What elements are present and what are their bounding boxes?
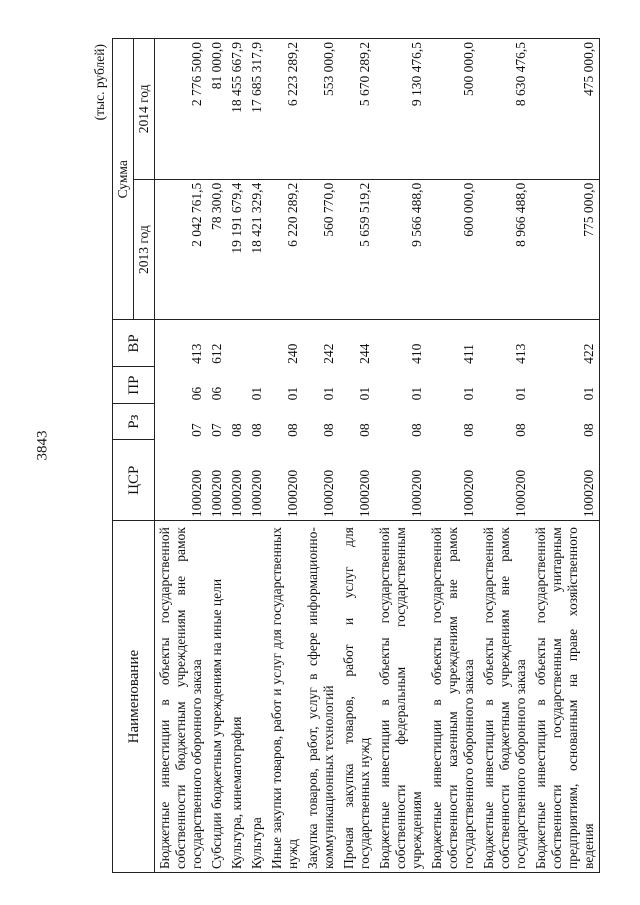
row-pr: 06 [209, 386, 224, 401]
row-csr: 1000200 [339, 440, 375, 521]
row-vr: 240 [285, 343, 300, 364]
row-pr: 01 [321, 386, 336, 401]
header-pr: ПР [113, 367, 155, 403]
row-rz: 08 [531, 403, 600, 439]
row-rz: 07 [189, 423, 204, 437]
row-name: Бюджетные инвестиции в объекты государственной собственности государственным унитарным предприятиям, основанным на праве хозяйственного ведения [531, 521, 600, 873]
budget-table [112, 38, 600, 873]
row-csr: 1000200 [227, 440, 247, 521]
row-rz: 08 [357, 423, 372, 437]
row-csr: 1000200 [155, 440, 208, 521]
table-row [479, 39, 531, 873]
table-row [339, 39, 375, 873]
table-row [207, 39, 227, 873]
row-rz: 08 [513, 423, 528, 437]
row-rz: 07 [209, 423, 224, 437]
row-rz: 08 [321, 423, 336, 437]
row-vr: 242 [321, 343, 336, 364]
table-row [227, 39, 247, 873]
table-row [375, 39, 427, 873]
header-name: Наименование [113, 521, 155, 873]
rotated-table-area [90, 38, 596, 873]
row-name: Культура [247, 521, 267, 873]
row-name: Бюджетные инвестиции в объекты государственной собственности казенным учреждениям вне рамок государственного оборонного заказа [427, 521, 479, 873]
row-amount-2014: 553 000,0 [303, 39, 339, 180]
row-vr: 244 [357, 343, 372, 364]
row-amount-2014: 5 670 289,2 [339, 39, 375, 180]
row-vr: 411 [461, 344, 476, 364]
row-pr: 01 [357, 386, 372, 401]
row-name: Прочая закупка товаров, работ и услуг для государственных нужд [339, 521, 375, 873]
row-amount-2013: 18 421 329,4 [247, 179, 267, 320]
row-csr: 1000200 [267, 440, 303, 521]
row-amount-2013: 6 220 289,2 [267, 179, 303, 320]
table-row [427, 39, 479, 873]
row-csr: 1000200 [247, 440, 267, 521]
row-pr: 01 [461, 386, 476, 401]
row-vr [227, 320, 247, 367]
row-amount-2013: 9 566 488,0 [375, 179, 427, 320]
row-csr: 1000200 [427, 440, 479, 521]
row-rz: 08 [249, 423, 264, 437]
row-csr: 1000200 [375, 440, 427, 521]
header-vr: ВР [113, 320, 155, 367]
unit-label: (тыс. рублей) [92, 44, 107, 121]
row-rz: 08 [409, 423, 424, 437]
row-amount-2014: 9 130 476,5 [375, 39, 427, 180]
row-pr: 06 [189, 386, 204, 401]
row-amount-2013: 19 191 679,4 [227, 179, 247, 320]
header-sum: Сумма [113, 39, 134, 321]
row-pr: 01 [249, 386, 264, 401]
row-amount-2014: 6 223 289,2 [267, 39, 303, 180]
row-pr: 01 [513, 386, 528, 401]
row-pr: 01 [531, 367, 600, 403]
row-amount-2013: 78 300,0 [207, 179, 227, 320]
row-vr: 612 [209, 343, 224, 364]
row-name: Субсидии бюджетным учреждениям на иные цели [207, 521, 227, 873]
row-amount-2014: 18 455 667,9 [227, 39, 247, 180]
table-row [267, 39, 303, 873]
row-csr: 1000200 [531, 440, 600, 521]
row-pr: 01 [409, 386, 424, 401]
row-name: Бюджетные инвестиции в объекты государственной собственности бюджетным учреждениям вне рамок государственного оборонного заказа [479, 521, 531, 873]
header-year-2014: 2014 год [134, 39, 155, 180]
row-amount-2014: 500 000,0 [427, 39, 479, 180]
row-name: Бюджетные инвестиции в объекты государственной собственности бюджетным учреждениям вне рамок государственного оборонного заказа [155, 521, 208, 873]
row-csr: 1000200 [303, 440, 339, 521]
row-vr: 413 [189, 343, 204, 364]
row-pr: 01 [285, 386, 300, 401]
row-name: Бюджетные инвестиции в объекты государственной собственности федеральным государственным учреждениям [375, 521, 427, 873]
row-amount-2014: 475 000,0 [531, 39, 600, 180]
row-pr [227, 367, 247, 403]
row-name: Закупка товаров, работ, услуг в сфере информационно-коммуникационных технологий [303, 521, 339, 873]
table-row [531, 39, 600, 873]
row-vr [247, 320, 267, 367]
row-amount-2013: 8 966 488,0 [479, 179, 531, 320]
row-rz: 08 [285, 423, 300, 437]
row-rz: 08 [461, 423, 476, 437]
row-vr: 413 [513, 343, 528, 364]
row-amount-2014: 8 630 476,5 [479, 39, 531, 180]
row-vr: 410 [409, 343, 424, 364]
row-amount-2014: 17 685 317,9 [247, 39, 267, 180]
row-amount-2013: 5 659 519,2 [339, 179, 375, 320]
row-rz: 08 [229, 423, 244, 437]
row-amount-2013: 600 000,0 [427, 179, 479, 320]
row-csr: 1000200 [479, 440, 531, 521]
page-number: 3843 [34, 430, 51, 461]
row-amount-2013: 2 042 761,5 [155, 179, 208, 320]
row-amount-2014: 81 000,0 [207, 39, 227, 180]
table-header [113, 39, 155, 873]
table-body [155, 39, 600, 873]
row-csr: 1000200 [207, 440, 227, 521]
row-amount-2014: 2 776 500,0 [155, 39, 208, 180]
row-vr: 422 [531, 320, 600, 367]
header-rz: Рз [113, 403, 155, 439]
row-name: Культура, кинематография [227, 521, 247, 873]
header-csr: ЦСР [113, 440, 155, 521]
table-row [247, 39, 267, 873]
table-row [303, 39, 339, 873]
row-name: Иные закупки товаров, работ и услуг для государственных нужд [267, 521, 303, 873]
table-row [155, 39, 208, 873]
header-year-2013: 2013 год [134, 179, 155, 320]
row-amount-2013: 560 770,0 [303, 179, 339, 320]
row-amount-2013: 775 000,0 [531, 179, 600, 320]
